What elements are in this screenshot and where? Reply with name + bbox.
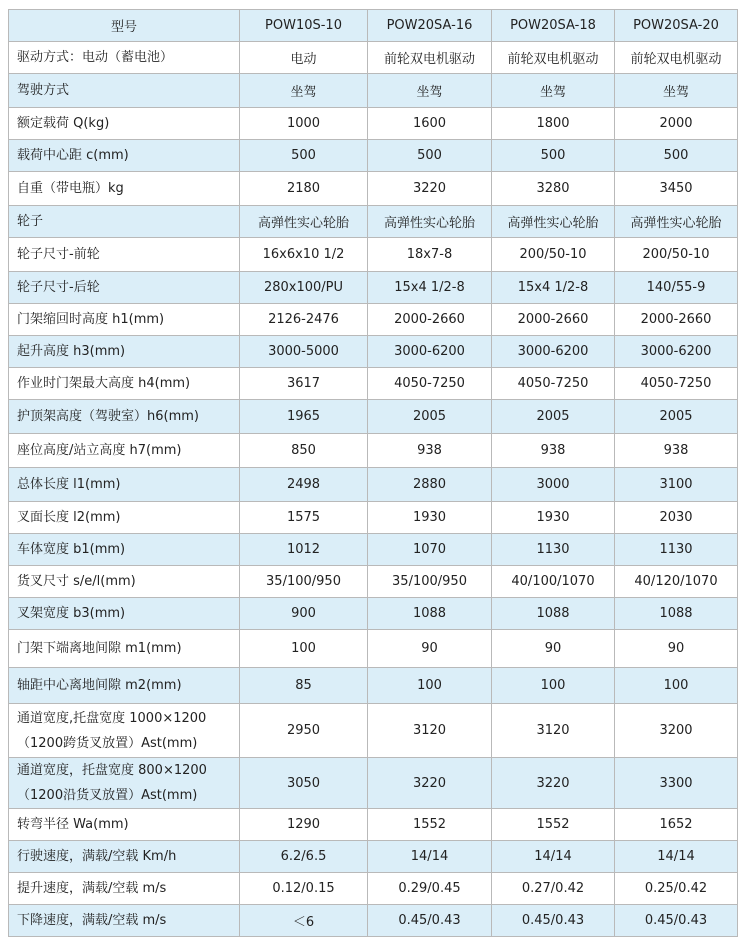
spec-value-cell: 前轮双电机驱动: [368, 42, 492, 74]
spec-value-cell: 500: [492, 140, 615, 172]
spec-table: [8, 9, 738, 937]
spec-value-cell: 2498: [240, 468, 368, 502]
spec-value-cell: 35/100/950: [240, 566, 368, 598]
spec-value-cell: 4050-7250: [615, 368, 738, 400]
spec-value-cell: 2880: [368, 468, 492, 502]
spec-value-cell: 0.45/0.43: [615, 905, 738, 937]
spec-value-cell: 40/120/1070: [615, 566, 738, 598]
spec-value-cell: 3000-6200: [492, 336, 615, 368]
spec-label-cell: 车体宽度 b1(mm): [9, 534, 240, 566]
table-row: [9, 905, 738, 937]
spec-value-cell: 1600: [368, 108, 492, 140]
spec-label-cell: 下降速度，满载/空载 m/s: [9, 905, 240, 937]
spec-value-cell: 2030: [615, 502, 738, 534]
table-row: [9, 534, 738, 566]
table-row: [9, 400, 738, 434]
spec-value-cell: 3220: [368, 172, 492, 206]
spec-value-cell: 6.2/6.5: [240, 841, 368, 873]
spec-value-cell: 0.27/0.42: [492, 873, 615, 905]
spec-value-cell: 3050: [240, 758, 368, 809]
spec-label-cell: 座位高度/站立高度 h7(mm): [9, 434, 240, 468]
spec-value-cell: 1012: [240, 534, 368, 566]
spec-value-cell: 3220: [492, 758, 615, 809]
spec-value-cell: 2005: [492, 400, 615, 434]
spec-value-cell: 3000-5000: [240, 336, 368, 368]
spec-value-cell: 坐驾: [492, 74, 615, 108]
spec-value-cell: 0.45/0.43: [492, 905, 615, 937]
spec-value-cell: 500: [615, 140, 738, 172]
spec-value-cell: 1130: [492, 534, 615, 566]
spec-value-cell: 200/50-10: [492, 238, 615, 272]
spec-value-cell: 4050-7250: [492, 368, 615, 400]
spec-value-cell: 坐驾: [240, 74, 368, 108]
table-row: [9, 841, 738, 873]
spec-value-cell: 100: [368, 668, 492, 704]
table-row: [9, 630, 738, 668]
spec-value-cell: 2005: [615, 400, 738, 434]
spec-value-cell: 0.45/0.43: [368, 905, 492, 937]
spec-value-cell: 3617: [240, 368, 368, 400]
spec-value-cell: 900: [240, 598, 368, 630]
spec-label-cell: 门架下端离地间隙 m1(mm): [9, 630, 240, 668]
table-row: [9, 704, 738, 758]
spec-value-cell: 938: [615, 434, 738, 468]
spec-value-cell: 90: [615, 630, 738, 668]
spec-label-cell: 护顶架高度（驾驶室）h6(mm): [9, 400, 240, 434]
spec-value-cell: 1965: [240, 400, 368, 434]
spec-value-cell: 高弹性实心轮胎: [240, 206, 368, 238]
spec-label-cell: 行驶速度，满载/空载 Km/h: [9, 841, 240, 873]
spec-label-cell: 轴距中心离地间隙 m2(mm): [9, 668, 240, 704]
table-row: [9, 809, 738, 841]
spec-label-cell: 载荷中心距 c(mm): [9, 140, 240, 172]
header-pow10s-10-cell: POW10S-10: [240, 10, 368, 42]
spec-label-cell: 叉面长度 l2(mm): [9, 502, 240, 534]
spec-label-cell: 轮子尺寸-后轮: [9, 272, 240, 304]
spec-value-cell: 3300: [615, 758, 738, 809]
table-row: [9, 468, 738, 502]
spec-value-cell: 1070: [368, 534, 492, 566]
table-row: [9, 108, 738, 140]
spec-value-cell: 坐驾: [368, 74, 492, 108]
spec-value-cell: 3100: [615, 468, 738, 502]
spec-label-cell: 额定载荷 Q(kg): [9, 108, 240, 140]
spec-value-cell: 14/14: [615, 841, 738, 873]
header-pow20sa-16-cell: POW20SA-16: [368, 10, 492, 42]
table-row: [9, 140, 738, 172]
spec-label-cell: 总体长度 l1(mm): [9, 468, 240, 502]
spec-value-cell: 3280: [492, 172, 615, 206]
spec-label-cell: 自重（带电瓶）kg: [9, 172, 240, 206]
spec-value-cell: 2950: [240, 704, 368, 758]
spec-value-cell: 1652: [615, 809, 738, 841]
spec-value-cell: 2126-2476: [240, 304, 368, 336]
table-row: [9, 566, 738, 598]
table-row: [9, 758, 738, 809]
spec-value-cell: 85: [240, 668, 368, 704]
header-model-cell: 型号: [9, 10, 240, 42]
header-pow20sa-20-cell: POW20SA-20: [615, 10, 738, 42]
spec-value-cell: 坐驾: [615, 74, 738, 108]
table-row: [9, 368, 738, 400]
spec-value-cell: 100: [615, 668, 738, 704]
spec-value-cell: 2000-2660: [615, 304, 738, 336]
spec-value-cell: 3220: [368, 758, 492, 809]
spec-value-cell: 2180: [240, 172, 368, 206]
spec-value-cell: 2005: [368, 400, 492, 434]
spec-value-cell: 15x4 1/2-8: [492, 272, 615, 304]
header-pow20sa-18-cell: POW20SA-18: [492, 10, 615, 42]
table-row: [9, 74, 738, 108]
spec-value-cell: 90: [492, 630, 615, 668]
spec-value-cell: 90: [368, 630, 492, 668]
spec-value-cell: 3200: [615, 704, 738, 758]
spec-value-cell: 200/50-10: [615, 238, 738, 272]
spec-value-cell: 0.25/0.42: [615, 873, 738, 905]
spec-value-cell: 4050-7250: [368, 368, 492, 400]
spec-value-cell: 18x7-8: [368, 238, 492, 272]
spec-value-cell: 2000-2660: [368, 304, 492, 336]
table-row: [9, 598, 738, 630]
spec-label-cell: 货叉尺寸 s/e/l(mm): [9, 566, 240, 598]
spec-value-cell: 1088: [615, 598, 738, 630]
spec-label-cell: 通道宽度,托盘宽度 1000×1200（1200跨货叉放置）Ast(mm): [9, 704, 240, 758]
spec-value-cell: 1552: [492, 809, 615, 841]
spec-value-cell: 280x100/PU: [240, 272, 368, 304]
spec-value-cell: 高弹性实心轮胎: [492, 206, 615, 238]
spec-label-cell: 叉架宽度 b3(mm): [9, 598, 240, 630]
spec-value-cell: 前轮双电机驱动: [492, 42, 615, 74]
spec-label-cell: 提升速度，满载/空载 m/s: [9, 873, 240, 905]
spec-value-cell: 40/100/1070: [492, 566, 615, 598]
table-row: [9, 304, 738, 336]
spec-value-cell: 15x4 1/2-8: [368, 272, 492, 304]
table-row: [9, 42, 738, 74]
spec-value-cell: 140/55-9: [615, 272, 738, 304]
spec-value-cell: 100: [240, 630, 368, 668]
spec-value-cell: 1088: [368, 598, 492, 630]
spec-value-cell: 35/100/950: [368, 566, 492, 598]
spec-value-cell: 500: [240, 140, 368, 172]
spec-value-cell: 1290: [240, 809, 368, 841]
spec-value-cell: 2000-2660: [492, 304, 615, 336]
spec-label-cell: 转弯半径 Wa(mm): [9, 809, 240, 841]
table-row: [9, 272, 738, 304]
spec-value-cell: 14/14: [492, 841, 615, 873]
spec-label-cell: 驾驶方式: [9, 74, 240, 108]
spec-value-cell: 3000-6200: [615, 336, 738, 368]
spec-label-cell: 驱动方式：电动（蓄电池）: [9, 42, 240, 74]
spec-label-cell: 门架缩回时高度 h1(mm): [9, 304, 240, 336]
spec-value-cell: 0.29/0.45: [368, 873, 492, 905]
spec-value-cell: 938: [368, 434, 492, 468]
spec-label-cell: 作业时门架最大高度 h4(mm): [9, 368, 240, 400]
spec-value-cell: 14/14: [368, 841, 492, 873]
table-row: [9, 502, 738, 534]
spec-label-cell: 起升高度 h3(mm): [9, 336, 240, 368]
spec-value-cell: 938: [492, 434, 615, 468]
spec-value-cell: 1130: [615, 534, 738, 566]
spec-value-cell: 高弹性实心轮胎: [368, 206, 492, 238]
spec-value-cell: 电动: [240, 42, 368, 74]
table-row: [9, 336, 738, 368]
spec-value-cell: 1575: [240, 502, 368, 534]
spec-value-cell: 500: [368, 140, 492, 172]
spec-value-cell: 3450: [615, 172, 738, 206]
spec-value-cell: 1088: [492, 598, 615, 630]
spec-value-cell: 前轮双电机驱动: [615, 42, 738, 74]
table-row: [9, 668, 738, 704]
spec-value-cell: 16x6x10 1/2: [240, 238, 368, 272]
spec-value-cell: 1930: [492, 502, 615, 534]
spec-value-cell: 高弹性实心轮胎: [615, 206, 738, 238]
spec-label-cell: 轮子尺寸-前轮: [9, 238, 240, 272]
spec-value-cell: 1552: [368, 809, 492, 841]
spec-label-cell: 轮子: [9, 206, 240, 238]
spec-value-cell: 3000-6200: [368, 336, 492, 368]
header-row: [9, 10, 738, 42]
spec-value-cell: 1000: [240, 108, 368, 140]
table-row: [9, 206, 738, 238]
spec-value-cell: 3120: [368, 704, 492, 758]
spec-value-cell: 3000: [492, 468, 615, 502]
spec-value-cell: 1800: [492, 108, 615, 140]
spec-value-cell: 100: [492, 668, 615, 704]
spec-value-cell: 2000: [615, 108, 738, 140]
spec-value-cell: ＜6: [240, 905, 368, 937]
table-row: [9, 434, 738, 468]
table-row: [9, 172, 738, 206]
table-row: [9, 238, 738, 272]
spec-value-cell: 1930: [368, 502, 492, 534]
table-row: [9, 873, 738, 905]
spec-label-cell: 通道宽度，托盘宽度 800×1200（1200沿货叉放置）Ast(mm): [9, 758, 240, 809]
spec-value-cell: 0.12/0.15: [240, 873, 368, 905]
spec-value-cell: 3120: [492, 704, 615, 758]
spec-value-cell: 850: [240, 434, 368, 468]
